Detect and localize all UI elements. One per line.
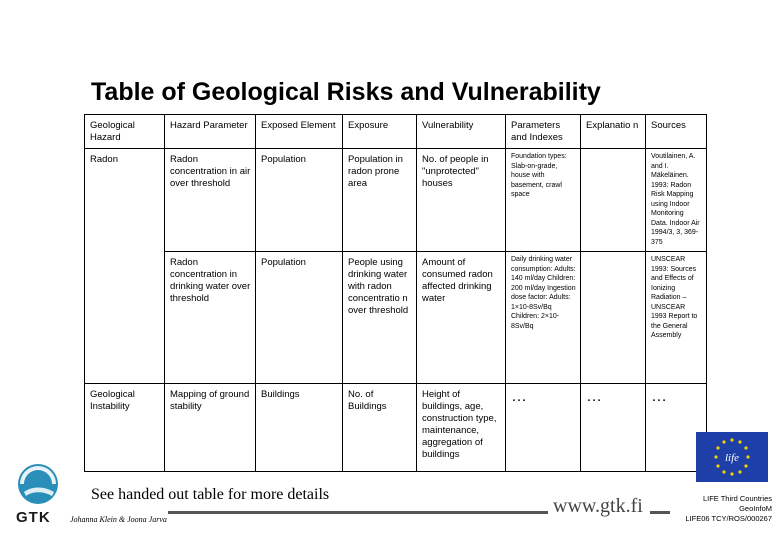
table-cell: … xyxy=(581,384,646,472)
table-row xyxy=(85,252,707,384)
footer-divider xyxy=(650,511,670,514)
header-cell: Hazard Parameter xyxy=(165,115,256,149)
table-cell: Mapping of ground stability xyxy=(165,384,256,472)
logo-text: GTK xyxy=(16,509,51,526)
header-cell: Exposure xyxy=(343,115,417,149)
table-cell: Height of buildings, age, construction type, maintenance, aggregation of buildings xyxy=(417,384,506,472)
header-cell: Sources xyxy=(646,115,707,149)
table-cell: Radon concentration in drinking water over threshold xyxy=(165,252,256,384)
header-cell: Explanatio n xyxy=(581,115,646,149)
table-cell: Buildings xyxy=(256,384,343,472)
table-row xyxy=(85,149,707,252)
risk-table xyxy=(84,114,707,472)
table-cell: People using drinking water with radon concentratio n over threshold xyxy=(343,252,417,384)
eu-life-flag xyxy=(696,432,768,487)
globe-icon xyxy=(14,462,64,510)
table-cell xyxy=(581,252,646,384)
table-cell: Population in radon prone area xyxy=(343,149,417,252)
table-cell: No. of Buildings xyxy=(343,384,417,472)
eu-flag-icon xyxy=(696,432,768,482)
table-cell: Geological Instability xyxy=(85,384,165,472)
table-cell: Radon xyxy=(85,149,165,384)
header-cell: Geological Hazard xyxy=(85,115,165,149)
table-cell: UNSCEAR 1993: Sources and Effects of Ionizing Radiation – UNSCEAR 1993 Report to the General Assembly xyxy=(646,252,707,384)
header-cell: Parameters and Indexes xyxy=(506,115,581,149)
footer-divider xyxy=(168,511,548,514)
table-cell: … xyxy=(646,384,707,472)
table-cell xyxy=(581,149,646,252)
flag-label: life xyxy=(724,452,740,464)
table-cell: No. of people in "unprotected" houses xyxy=(417,149,506,252)
website-link[interactable]: www.gtk.fi xyxy=(553,495,643,517)
page-title: Table of Geological Risks and Vulnerability xyxy=(91,78,601,106)
table-cell: Daily drinking water consumption: Adults: 140 ml/day Children: 200 ml/day Ingestion dose factor: Adults: 1×10-8Sv/Bq Children: 2×10-8Sv/Bq xyxy=(506,252,581,384)
project-line: GeoInfoM xyxy=(739,504,772,513)
table-cell: Population xyxy=(256,252,343,384)
authors: Johanna Klein & Joona Jarva xyxy=(70,515,167,524)
project-info xyxy=(685,494,772,524)
footer-note: See handed out table for more details xyxy=(91,486,330,503)
table-cell: … xyxy=(506,384,581,472)
project-line: LIFE Third Countries xyxy=(702,494,772,503)
table-cell: Voutilainen, A. and I. Mäkeläinen. 1993: Radon Risk Mapping using Indoor Monitoring Data. Indoor Air 1994/3, 3, 369-375 xyxy=(646,149,707,252)
table-cell: Amount of consumed radon affected drinking water xyxy=(417,252,506,384)
header-cell: Vulnerability xyxy=(417,115,506,149)
table-cell: Population xyxy=(256,149,343,252)
project-line: LIFE06 TCY/ROS/000267 xyxy=(685,514,772,523)
table-header-row xyxy=(85,115,707,149)
header-cell: Exposed Element xyxy=(256,115,343,149)
table-cell: Foundation types: Slab-on-grade, house with basement, crawl space xyxy=(506,149,581,252)
table-row xyxy=(85,384,707,472)
table-cell: Radon concentration in air over threshold xyxy=(165,149,256,252)
